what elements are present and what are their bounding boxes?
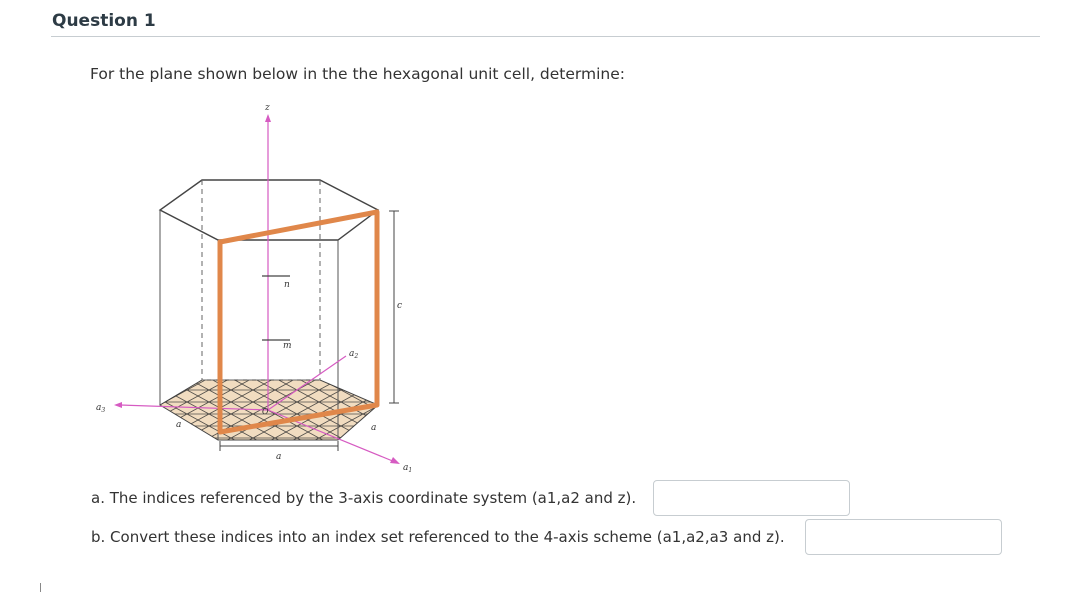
z-label: z xyxy=(265,103,270,113)
part-a-text: a. The indices referenced by the 3-axis coordinate system (a1,a2 and z). xyxy=(91,489,637,507)
origin-label: O xyxy=(262,407,269,416)
n-label: n xyxy=(284,280,290,290)
question-prompt: For the plane shown below in the the hexagonal unit cell, determine: xyxy=(90,65,625,83)
answer-a-input[interactable] xyxy=(653,480,850,516)
question-title: Question 1 xyxy=(52,11,156,31)
a2-label: $a_2$ xyxy=(349,349,359,360)
a3-label: $a_3$ xyxy=(96,403,106,414)
a3-axis-arrow xyxy=(114,402,122,408)
z-axis-arrow xyxy=(265,114,271,122)
a-bottom-label: a xyxy=(276,452,282,462)
answer-b-input[interactable] xyxy=(805,519,1002,555)
a1-axis-arrow xyxy=(390,457,400,464)
c-label: c xyxy=(397,301,403,311)
page-edge-mark xyxy=(40,583,41,592)
a1-label: $a_1$ xyxy=(403,463,413,474)
a-dimension xyxy=(220,441,338,451)
a-left-label: a xyxy=(176,420,182,430)
a-front-label: a xyxy=(371,423,377,433)
part-b-text: b. Convert these indices into an index set referenced to the 4-axis scheme (a1,a2,a3 and z). xyxy=(91,528,785,546)
m-label: m xyxy=(283,341,292,351)
